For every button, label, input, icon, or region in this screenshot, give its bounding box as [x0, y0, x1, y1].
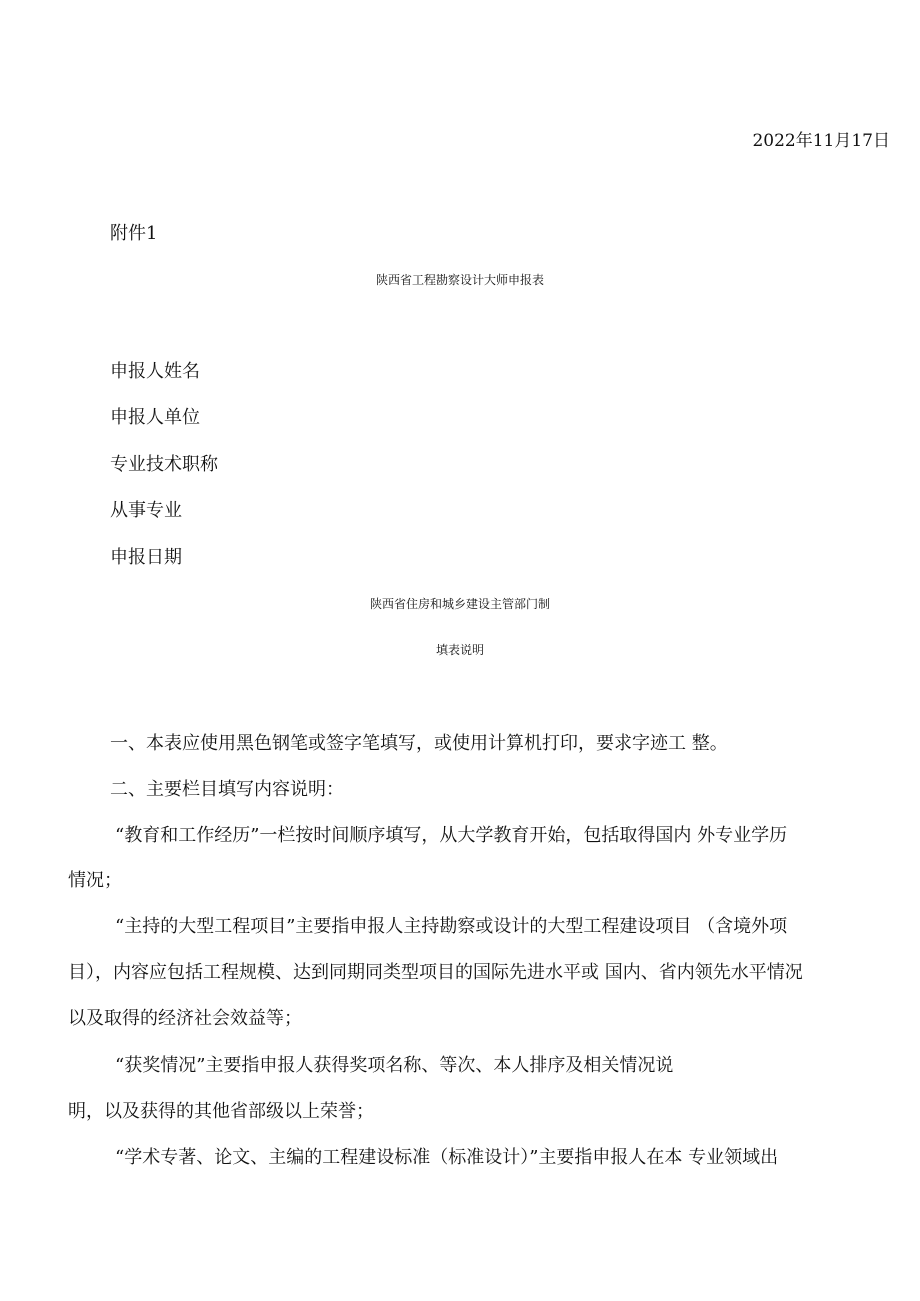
instruction-publications-line-1: “学术专著、论文、主编的工程建设标准（标准设计）”主要指申报人在本 专业领域出: [115, 1147, 779, 1168]
instruction-projects-line-3: 以及取得的经济社会效益等；: [68, 1008, 302, 1029]
instruction-line-1: 一、本表应使用黑色钢笔或签字笔填写，或使用计算机打印，要求字迹工 整。: [110, 733, 728, 754]
instruction-projects-line-1: “主持的大型工程项目”主要指申报人主持勘察或设计的大型工程建设项目 （含境外项: [115, 916, 788, 937]
document-title: 陕西省工程勘察设计大师申报表: [375, 273, 544, 287]
issuer-line: 陕西省住房和城乡建设主管部门制: [369, 597, 550, 611]
field-applicant-name: 申报人姓名: [110, 361, 200, 382]
instruction-awards-line-2: 明，以及获得的其他省部级以上荣誉；: [68, 1101, 374, 1122]
field-specialty: 从事专业: [110, 500, 182, 521]
instruction-awards-line-1: “获奖情况”主要指申报人获得奖项名称、等次、本人排序及相关情况说: [115, 1055, 674, 1076]
instruction-education-line-2: 情况；: [68, 870, 122, 891]
field-applicant-unit: 申报人单位: [110, 407, 200, 428]
attachment-label: 附件1: [110, 223, 158, 244]
field-professional-title: 专业技术职称: [110, 454, 218, 475]
instructions-title: 填表说明: [435, 643, 484, 657]
document-date: 2022年11月17日: [752, 131, 890, 151]
instruction-education-line-1: “教育和工作经历”一栏按时间顺序填写，从大学教育开始，包括取得国内 外专业学历: [115, 825, 788, 846]
instruction-line-2: 二、主要栏目填写内容说明：: [110, 779, 344, 800]
instruction-projects-line-2: 目），内容应包括工程规模、达到同期同类型项目的国际先进水平或 国内、省内领先水平情况: [68, 962, 803, 983]
field-application-date: 申报日期: [110, 547, 182, 568]
